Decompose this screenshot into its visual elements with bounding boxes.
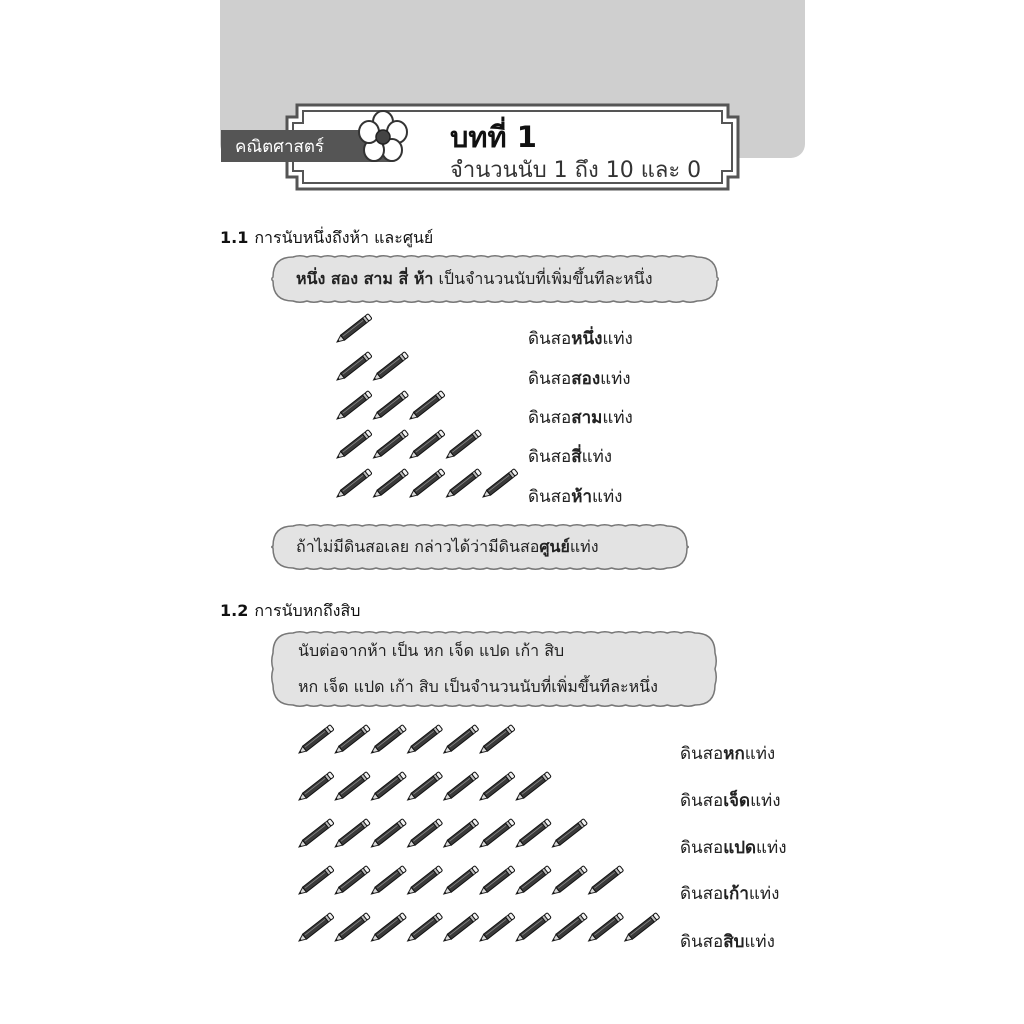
pencil-icon (297, 913, 334, 944)
bubble-2-post: แท่ง (569, 537, 599, 556)
pencil-icon (587, 913, 624, 944)
count-label-3: ดินสอสามแท่ง (528, 408, 633, 428)
pencil-icon (372, 352, 409, 383)
pencil-icon (550, 866, 587, 897)
count-label-6: ดินสอหกแท่ง (680, 744, 776, 764)
count-label-8: ดินสอแปดแท่ง (680, 838, 787, 858)
count-label-7: ดินสอเจ็ดแท่ง (680, 791, 781, 811)
pencil-icon (406, 866, 443, 897)
pencil-icon (297, 772, 334, 803)
pencil-icon (478, 866, 515, 897)
pencil-icon (406, 819, 443, 850)
pencil-icon (514, 772, 551, 803)
pencil-icon (333, 819, 370, 850)
pencil-icon (333, 913, 370, 944)
pencil-icon (297, 819, 334, 850)
chapter-subtitle: จำนวนนับ 1 ถึง 10 และ 0 (450, 158, 702, 183)
pencil-icon (369, 913, 406, 944)
bubble-1-rest: เป็นจำนวนนับที่เพิ่มขึ้นทีละหนึ่ง (433, 269, 653, 288)
pencil-icon (406, 913, 443, 944)
pencil-icon (408, 430, 445, 461)
count-label-9: ดินสอเก้าแท่ง (680, 884, 780, 904)
section-1-number: 1.1 (220, 228, 249, 247)
pencil-icon (369, 819, 406, 850)
pencil-icon (478, 913, 515, 944)
pencil-icon (297, 725, 334, 756)
pencil-icon (333, 772, 370, 803)
section-1-title: การนับหนึ่งถึงห้า และศูนย์ (254, 228, 434, 247)
pencil-icon (442, 913, 479, 944)
subject-label: คณิตศาสตร์ (235, 136, 325, 157)
pencil-icon (335, 391, 372, 422)
pencil-icon (335, 352, 372, 383)
pencil-icon (445, 430, 482, 461)
pencil-icon (478, 772, 515, 803)
pencil-icon (550, 819, 587, 850)
count-label-4: ดินสอสี่แท่ง (528, 447, 613, 467)
pencil-icon (335, 430, 372, 461)
pencil-icon (406, 772, 443, 803)
pencil-icon (445, 469, 482, 500)
pencil-icon (335, 314, 372, 345)
pencil-icon (442, 866, 479, 897)
section-2-number: 1.2 (220, 601, 249, 620)
info-bubble-3-line2: หก เจ็ด แปด เก้า สิบ เป็นจำนวนนับที่เพิ่มขึ้นทีละหนึ่ง (298, 677, 658, 696)
pencil-icon (369, 772, 406, 803)
pencil-icon (372, 469, 409, 500)
count-label-1: ดินสอหนึ่งแท่ง (528, 329, 633, 349)
pencil-icon (333, 866, 370, 897)
pencil-icon (335, 469, 372, 500)
pencil-icon (550, 913, 587, 944)
pencil-icon (442, 725, 479, 756)
chapter-title: บทที่ 1 (450, 120, 537, 154)
pencil-icon (442, 772, 479, 803)
pencil-icon (369, 725, 406, 756)
count-label-5: ดินสอห้าแท่ง (528, 487, 623, 507)
count-label-10: ดินสอสิบแท่ง (680, 932, 775, 952)
pencil-icon (514, 866, 551, 897)
pencil-icon (369, 866, 406, 897)
bubble-1-bold: หนึ่ง สอง สาม สี่ ห้า (296, 269, 434, 288)
pencil-icon (372, 430, 409, 461)
pencil-icon (408, 469, 445, 500)
pencil-icon (514, 819, 551, 850)
bubble-2-bold: ศูนย์ (539, 537, 570, 556)
bubble-2-pre: ถ้าไม่มีดินสอเลย กล่าวได้ว่ามีดินสอ (296, 537, 540, 556)
pencil-icon (623, 913, 660, 944)
pencil-icon (408, 391, 445, 422)
pencil-icon (406, 725, 443, 756)
pencil-icon (478, 725, 515, 756)
pencil-icon (478, 819, 515, 850)
info-bubble-3-line1: นับต่อจากห้า เป็น หก เจ็ด แปด เก้า สิบ (298, 641, 565, 660)
pencil-icon (442, 819, 479, 850)
pencil-icon (587, 866, 624, 897)
count-label-2: ดินสอสองแท่ง (528, 369, 631, 389)
section-2-title: การนับหกถึงสิบ (254, 601, 361, 620)
pencil-icon (333, 725, 370, 756)
pencil-icon (481, 469, 518, 500)
pencil-icon (514, 913, 551, 944)
pencil-icon (372, 391, 409, 422)
pencil-icon (297, 866, 334, 897)
